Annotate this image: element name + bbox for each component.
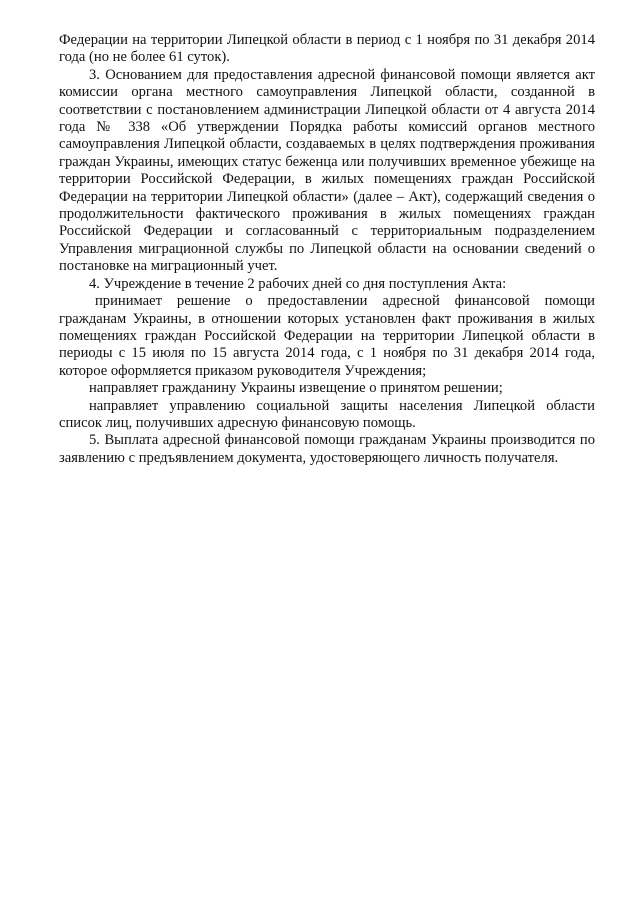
paragraph-notice: направляет гражданину Украины извещение о принятом решении;	[89, 380, 503, 397]
paragraph-item-4: 4. Учреждение в течение 2 рабочих дней со дня поступления Акта:	[89, 275, 507, 292]
document-page	[59, 32, 595, 467]
paragraph-item-3: 3. Основанием для предоставления адресной финансовой помощи является акт комиссии органа местного самоуправления Липецкой области, созданной в соответствии с постановлением администрации Липецкой области от 4 августа 2014 года № 338 «Об утверждении Порядка работы комиссий органов местного самоуправления Липецкой области, создаваемых в целях подтверждения проживания граждан Украины, имеющих статус беженца или получивших временное убежище на территории Российской Федерации, в жилых помещениях граждан Российской Федерации на территории Липецкой области» (далее – Акт), содержащий сведения о продолжительности фактического проживания в жилых помещениях граждан Российской Федерации и согласованный с территориальным подразделением Управления миграционной службы по Липецкой области на основании сведений о постановке на миграционный учет.	[59, 66, 595, 275]
paragraph-continuation: Федерации на территории Липецкой области в период с 1 ноября по 31 декабря 2014 года (но не более 61 суток).	[59, 32, 595, 66]
paragraph-list: направляет управлению социальной защиты населения Липецкой области список лиц, получивших адресную финансовую помощь.	[59, 397, 595, 431]
paragraph-item-5: 5. Выплата адресной финансовой помощи гражданам Украины производится по заявлению с предъявлением документа, удостоверяющего личность получателя.	[59, 432, 595, 466]
paragraph-decision: принимает решение о предоставлении адресной финансовой помощи гражданам Украины, в отношении которых установлен факт проживания в жилых помещениях граждан Российской Федерации на территории Липецкой области в периоды с 15 июля по 15 августа 2014 года, с 1 ноября по 31 декабря 2014 года, которое оформляется приказом руководителя Учреждения;	[59, 293, 595, 379]
